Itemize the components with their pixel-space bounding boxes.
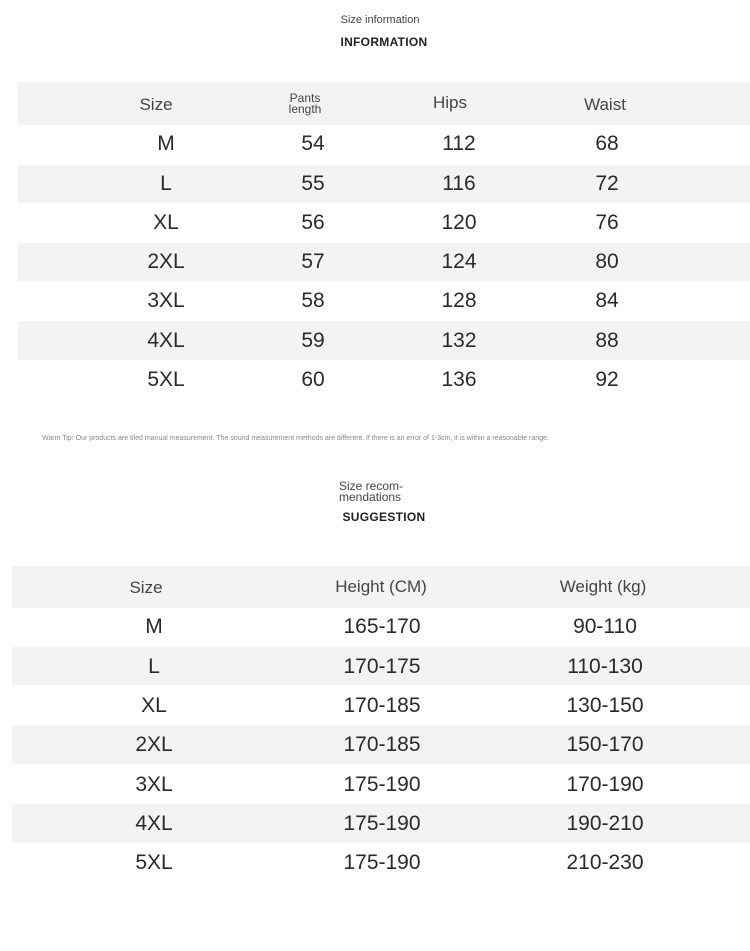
info-cell-pants: 60 [301,368,325,391]
info-cell-waist: 76 [595,211,619,234]
info-cell-hips: 128 [441,289,477,312]
info-cell-size: 4XL [147,329,185,352]
info-bold-title: INFORMATION [340,35,428,49]
info-header-size: Size [139,95,173,114]
info-row-band [18,165,750,203]
info-cell-waist: 72 [595,172,619,195]
suggestion-title-line2: mendations [339,490,402,504]
info-row-band [18,321,750,360]
info-small-title: Size information [340,14,420,26]
suggestion-cell-weight: 150-170 [566,733,644,756]
suggestion-bold-title: SUGGESTION [342,510,426,524]
info-cell-pants: 55 [301,172,325,195]
info-cell-size: 3XL [147,289,185,312]
info-header-band [18,82,750,125]
info-cell-size: M [157,132,175,155]
info-cell-size: 2XL [147,250,185,273]
info-header-pants-line1: Pants [289,91,321,105]
info-cell-pants: 58 [301,289,325,312]
info-cell-size: XL [153,211,179,234]
suggestion-cell-size: 5XL [135,851,173,874]
info-cell-hips: 136 [441,368,477,391]
suggestion-cell-height: 175-190 [343,773,421,796]
info-cell-hips: 112 [442,132,476,155]
suggestion-cell-height: 170-185 [343,694,421,717]
info-cell-hips: 124 [441,250,477,273]
suggestion-cell-weight: 90-110 [573,615,637,638]
info-cell-waist: 80 [595,250,619,273]
suggestion-cell-height: 170-175 [343,655,421,678]
suggestion-cell-height: 165-170 [343,615,421,638]
suggestion-cell-size: 4XL [135,812,173,835]
suggestion-header-height: Height (CM) [335,577,427,596]
suggestion-cell-weight: 210-230 [566,851,644,874]
info-header-pants-line2: length [288,102,322,116]
suggestion-cell-height: 175-190 [343,851,421,874]
suggestion-title-line1: Size recom- [339,479,404,493]
info-cell-waist: 84 [595,289,619,312]
warm-tip: Warm Tip: Our products are tiled manual measurement. The sound measurement methods are different. If there is an error of 1-3cm, it is within a reasonable range. [42,435,549,442]
suggestion-cell-size: XL [141,694,167,717]
info-cell-size: L [160,172,172,195]
info-cell-pants: 59 [301,329,325,352]
info-cell-pants: 54 [301,132,325,155]
suggestion-small-title [339,481,403,503]
info-header-pants-length [289,93,322,115]
info-row-band [18,243,750,281]
suggestion-header-size: Size [129,578,163,597]
suggestion-cell-weight: 130-150 [566,694,644,717]
info-cell-waist: 88 [595,329,619,352]
suggestion-cell-size: 3XL [135,773,173,796]
suggestion-cell-weight: 110-130 [567,655,643,678]
info-cell-hips: 120 [441,211,477,234]
suggestion-cell-height: 175-190 [343,812,421,835]
info-cell-pants: 56 [301,211,325,234]
info-cell-waist: 68 [595,132,619,155]
suggestion-header-weight: Weight (kg) [559,577,647,596]
suggestion-cell-size: 2XL [135,733,173,756]
info-cell-waist: 92 [595,368,619,391]
info-cell-size: 5XL [147,368,185,391]
info-header-waist: Waist [584,95,626,114]
suggestion-cell-size: L [148,655,160,678]
suggestion-cell-weight: 170-190 [566,773,644,796]
info-header-hips: Hips [432,93,468,112]
suggestion-cell-height: 170-185 [343,733,421,756]
info-cell-hips: 116 [442,172,476,195]
suggestion-cell-size: M [145,615,163,638]
info-cell-hips: 132 [441,329,477,352]
info-cell-pants: 57 [301,250,325,273]
suggestion-cell-weight: 190-210 [566,812,644,835]
